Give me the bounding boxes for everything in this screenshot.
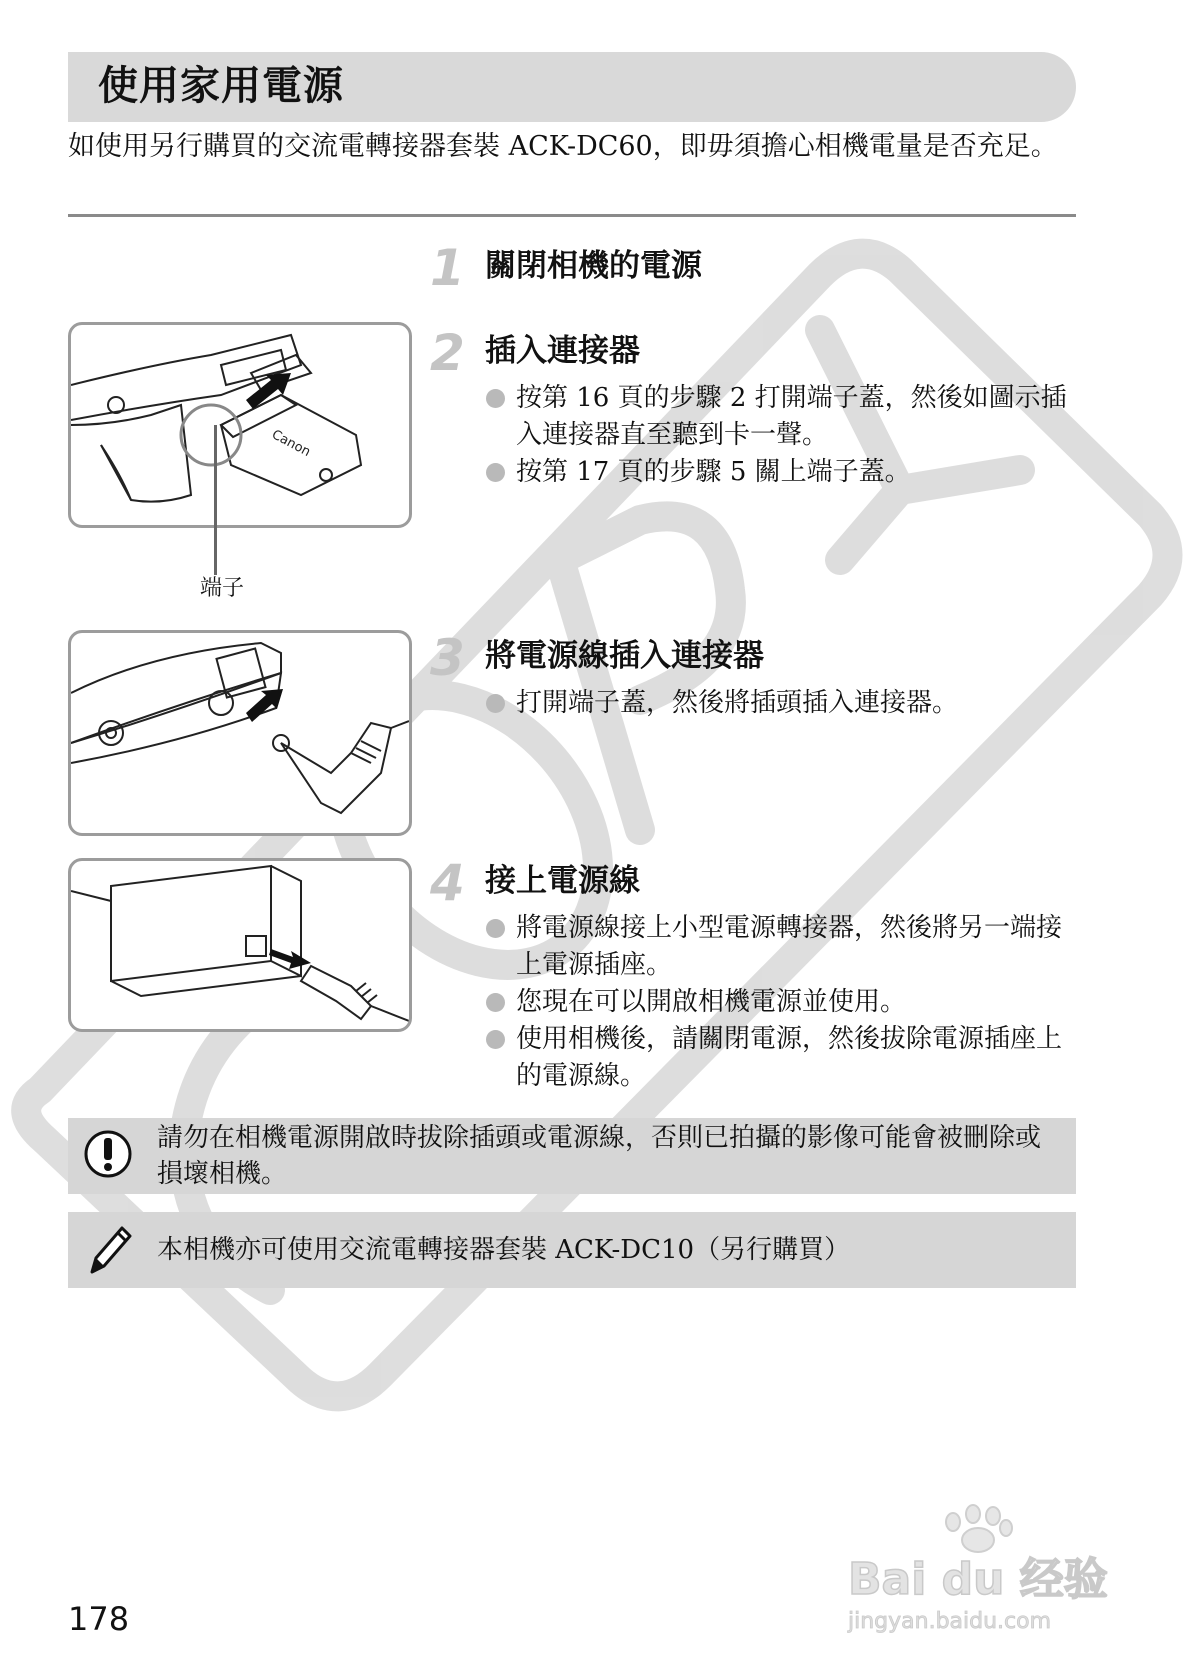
step-2-bullet-2: 按第 17 頁的步驟 5 關上端子蓋。 <box>486 454 1081 491</box>
step-4-bullet-1: 將電源線接上小型電源轉接器，然後將另一端接上電源插座。 <box>486 910 1081 984</box>
step-3-number: 3 <box>430 629 465 687</box>
terminal-leader-line <box>214 425 217 575</box>
step-1-title: 關閉相機的電源 <box>485 248 702 284</box>
step-2-title: 插入連接器 <box>485 333 640 369</box>
bullet-dot-icon <box>486 463 505 482</box>
bullet-dot-icon <box>486 389 505 408</box>
pencil-icon <box>82 1222 134 1280</box>
bullet-dot-icon <box>486 694 505 713</box>
step-1-number: 1 <box>430 239 465 297</box>
step-4-number: 4 <box>430 854 465 912</box>
baidu-paw-logo <box>838 1500 1118 1640</box>
step-3-bullets <box>486 685 1081 722</box>
ac-adapter-illustration <box>71 861 409 1029</box>
figure-insert-coupler <box>68 322 412 528</box>
svg-text:Canon: Canon <box>269 427 313 461</box>
baidu-jingyan-logo <box>838 1500 1118 1644</box>
step-2-bullet-1: 按第 16 頁的步驟 2 打開端子蓋，然後如圖示插入連接器直至聽到卡一聲。 <box>486 380 1081 454</box>
step-4-title: 接上電源線 <box>485 863 640 899</box>
step-4-bullet-3: 使用相機後，請關閉電源，然後拔除電源插座上的電源線。 <box>486 1021 1081 1095</box>
step-3-bullet-1: 打開端子蓋，然後將插頭插入連接器。 <box>486 685 1081 722</box>
step-3-title: 將電源線插入連接器 <box>485 638 764 674</box>
step-2-bullets <box>486 380 1081 491</box>
baidu-logo-text: Bai du 经验 <box>848 1554 1108 1605</box>
figure-plug-into-coupler <box>68 630 412 836</box>
intro-text: 如使用另行購買的交流電轉接器套裝 ACK-DC60，即毋須擔心相機電量是否充足。 <box>68 131 1058 162</box>
bullet-dot-icon <box>486 1030 505 1049</box>
bullet-dot-icon <box>486 993 505 1012</box>
page-number: 178 <box>68 1600 130 1638</box>
exclamation-circle-icon <box>82 1128 134 1180</box>
caution-text: 請勿在相機電源開啟時拔除插頭或電源線，否則已拍攝的影像可能會被刪除或損壞相機。 <box>157 1123 1042 1189</box>
step-4-bullets <box>486 910 1081 1095</box>
baidu-url-text: jingyan.baidu.com <box>848 1609 1052 1634</box>
section-divider <box>68 214 1076 217</box>
camera-plug-illustration <box>71 633 409 833</box>
bullet-dot-icon <box>486 919 505 938</box>
terminal-label: 端子 <box>200 576 245 601</box>
camera-coupler-illustration <box>71 325 409 525</box>
step-4-bullet-2: 您現在可以開啟相機電源並使用。 <box>486 984 1081 1021</box>
figure-power-cord <box>68 858 412 1032</box>
step-2-number: 2 <box>430 324 465 382</box>
page-title: 使用家用電源 <box>98 63 344 109</box>
memo-text: 本相機亦可使用交流電轉接器套裝 ACK-DC10（另行購買） <box>157 1235 851 1265</box>
